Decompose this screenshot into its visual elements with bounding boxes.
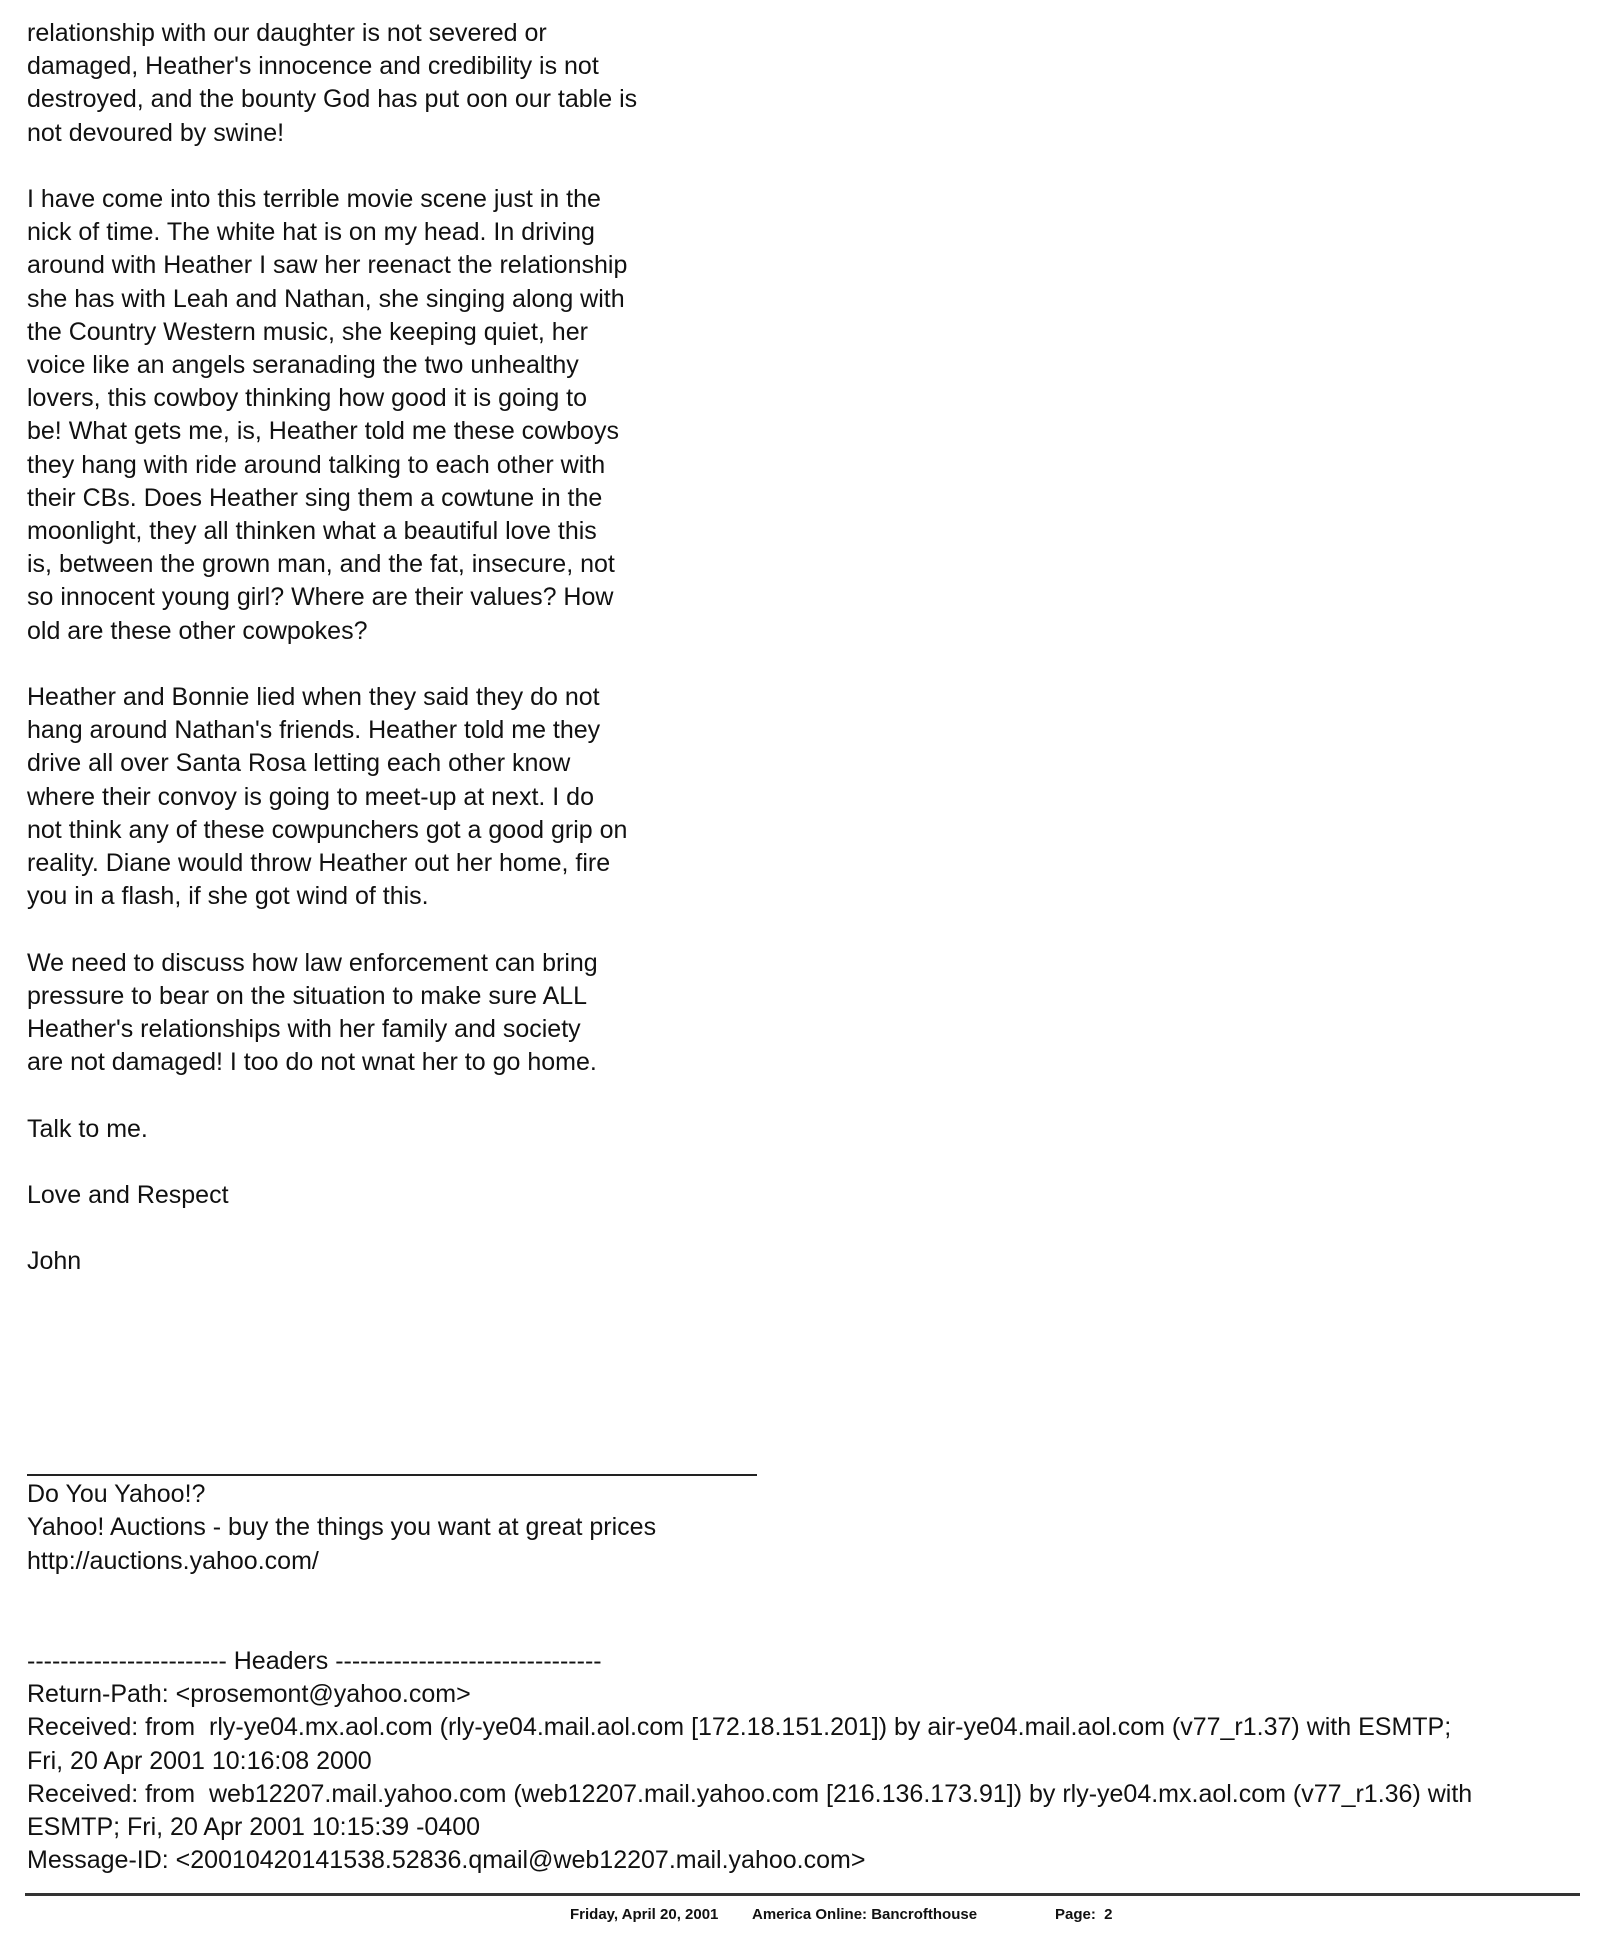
signature-divider [27, 1474, 757, 1476]
page-footer [0, 1906, 1608, 1930]
header-line: Received: from web12207.mail.yahoo.com (web12207.mail.yahoo.com [216.136.173.91]) by rly-ye04.mx.aol.com (v77_r1.36) with [27, 1779, 1473, 1808]
text-line: not think any of these cowpunchers got a good grip on [27, 815, 628, 844]
text-line: where their convoy is going to meet-up at next. I do [27, 782, 594, 811]
text-line: so innocent young girl? Where are their values? How [27, 583, 614, 612]
paragraph [27, 1113, 727, 1146]
paragraph [27, 1179, 727, 1212]
text-line: reality. Diane would throw Heather out her home, fire [27, 849, 611, 878]
header-line: Message-ID: <20010420141538.52836.qmail@web12207.mail.yahoo.com> [27, 1846, 866, 1875]
footer-app: America Online: Bancrofthouse [752, 1906, 978, 1923]
text-line: is, between the grown man, and the fat, insecure, not [27, 550, 615, 579]
text-line: nick of time. The white hat is on my head. In driving [27, 218, 595, 247]
text-line: they hang with ride around talking to each other with [27, 450, 606, 479]
text-line: hang around Nathan's friends. Heather told me they [27, 716, 601, 745]
headers-title: ------------------------ Headers -------------------------------- [27, 1647, 602, 1675]
text-line: I have come into this terrible movie scene just in the [27, 185, 601, 213]
text-line: Heather's relationships with her family and society [27, 1015, 581, 1044]
text-line: voice like an angels seranading the two unhealthy [27, 351, 579, 380]
header-line: ESMTP; Fri, 20 Apr 2001 10:15:39 -0400 [27, 1813, 481, 1842]
footer-page-number: Page: 2 [1055, 1906, 1113, 1923]
text-line: their CBs. Does Heather sing them a cowtune in the [27, 483, 603, 512]
paragraph [27, 183, 727, 648]
paragraph [27, 947, 727, 1080]
email-headers [27, 1645, 1597, 1877]
yahoo-auctions-link[interactable]: http://auctions.yahoo.com/ [27, 1546, 319, 1575]
yahoo-signature [27, 1478, 656, 1578]
text-line: destroyed, and the bounty God has put oon our table is [27, 85, 638, 114]
text-line: old are these other cowpokes? [27, 616, 368, 645]
text-line: Talk to me. [27, 1114, 148, 1143]
text-line: pressure to bear on the situation to make sure ALL [27, 981, 588, 1010]
footer-divider [25, 1893, 1580, 1896]
text-line: Heather and Bonnie lied when they said they do not [27, 683, 600, 712]
text-line: relationship with our daughter is not severed or [27, 19, 547, 47]
footer-date: Friday, April 20, 2001 [570, 1906, 719, 1923]
text-line: damaged, Heather's innocence and credibility is not [27, 52, 599, 81]
header-line: Fri, 20 Apr 2001 10:16:08 2000 [27, 1746, 372, 1775]
email-body [27, 17, 727, 1312]
text-line: around with Heather I saw her reenact the relationship [27, 251, 628, 280]
paragraph [27, 1245, 727, 1278]
header-line: Received: from rly-ye04.mx.aol.com (rly-ye04.mail.aol.com [172.18.151.201]) by air-ye04.mail.aol.com (v77_r1.37) with ESMTP; [27, 1713, 1452, 1742]
text-line: be! What gets me, is, Heather told me these cowboys [27, 417, 619, 446]
text-line: drive all over Santa Rosa letting each other know [27, 749, 571, 778]
text-line: moonlight, they all thinken what a beautiful love this [27, 517, 597, 546]
header-line: Return-Path: <prosemont@yahoo.com> [27, 1680, 471, 1709]
signature-name: John [27, 1247, 82, 1276]
yahoo-auctions-promo: Yahoo! Auctions - buy the things you want at great prices [27, 1513, 657, 1542]
text-line: Love and Respect [27, 1181, 229, 1210]
paragraph [27, 681, 727, 913]
text-line: not devoured by swine! [27, 118, 285, 147]
text-line: We need to discuss how law enforcement can bring [27, 948, 598, 977]
text-line: she has with Leah and Nathan, she singing along with [27, 284, 625, 313]
text-line: lovers, this cowboy thinking how good it is going to [27, 384, 588, 413]
text-line: are not damaged! I too do not wnat her to go home. [27, 1048, 597, 1077]
text-line: the Country Western music, she keeping quiet, her [27, 317, 588, 346]
paragraph [27, 17, 727, 150]
text-line: you in a flash, if she got wind of this. [27, 882, 429, 911]
yahoo-tagline: Do You Yahoo!? [27, 1480, 206, 1508]
